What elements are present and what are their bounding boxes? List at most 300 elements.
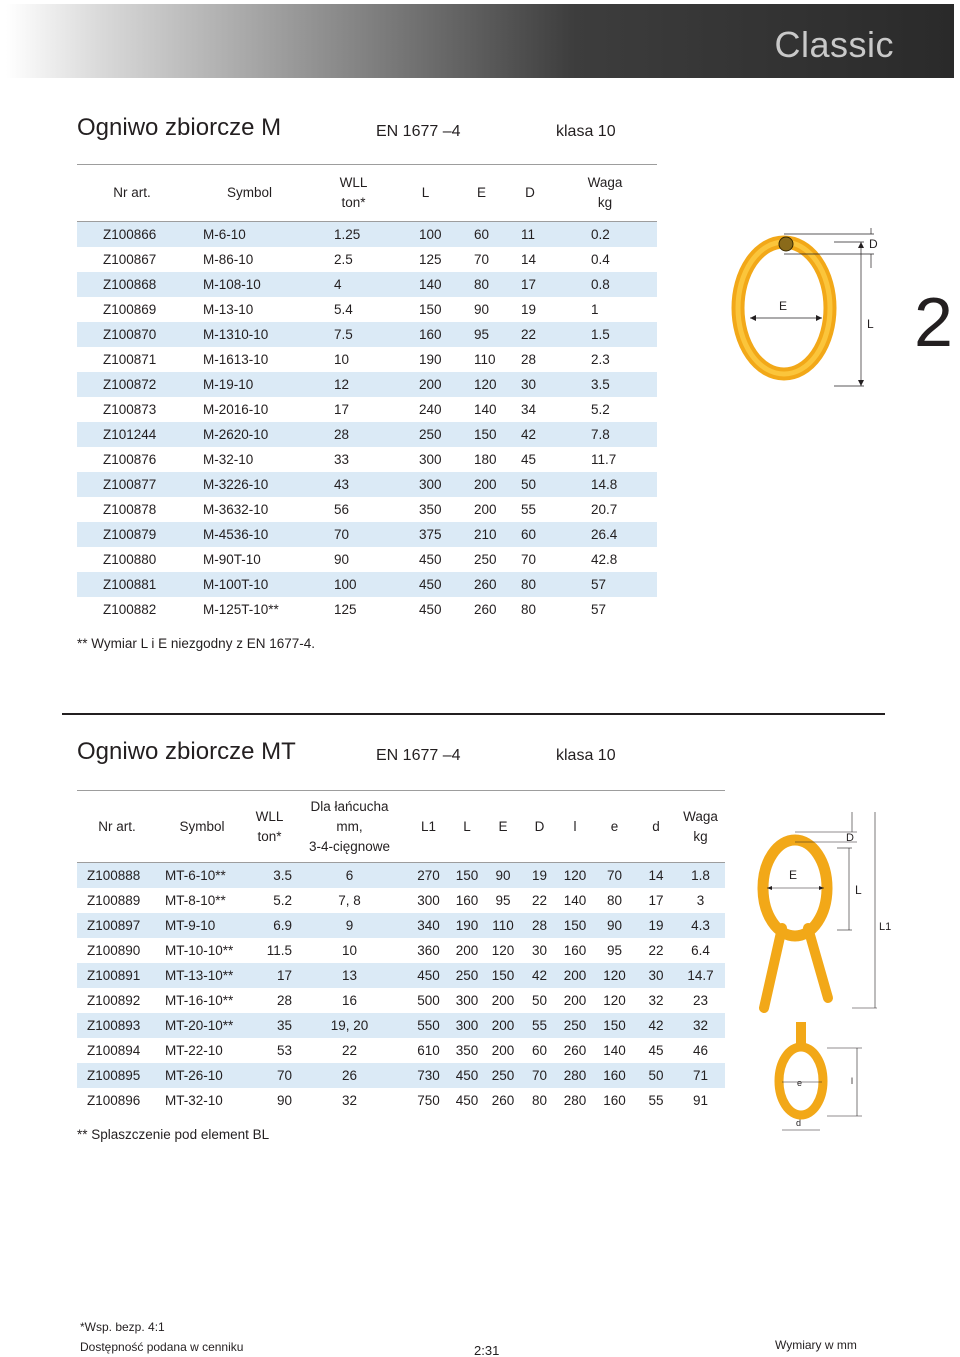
table-cell: MT-22-10 [165,1042,223,1058]
table-cell: M-1310-10 [187,322,312,347]
table-cell: 300 [395,472,456,497]
table-cell: 28 [522,913,557,938]
table-cell: 200 [563,992,587,1008]
table-cell: 240 [419,401,442,417]
table-cell: 1.8 [676,863,725,888]
column-header: L1 [407,791,450,863]
table-cell: 19 [522,863,557,888]
table-cell: 70 [522,1063,557,1088]
table-cell: 22 [341,1042,358,1058]
table-cell: 200 [484,1013,522,1038]
table-cell: 17 [334,401,350,417]
table-cell: 3.5 [553,372,657,397]
table-cell: 20.7 [591,501,618,517]
table-cell: 23 [692,992,709,1008]
table-cell: 200 [395,372,456,397]
table-cell: 150 [484,963,522,988]
table-cell: 260 [491,1092,515,1108]
column-header: L [395,165,456,222]
table-cell: 450 [395,572,456,597]
table-cell: 19, 20 [292,1013,407,1038]
table-cell: 90 [334,551,350,567]
table-cell: 730 [407,1063,450,1088]
table-cell: 200 [456,472,507,497]
diagram-label-l-small: l [851,1076,853,1086]
column-header: l [557,791,593,863]
table-cell: 190 [450,913,484,938]
table-row [77,572,657,597]
column-header: Waga kg [676,791,725,863]
table-cell: 160 [593,1063,636,1088]
table-cell: 53 [276,1042,292,1058]
column-header: Symbol [187,165,312,222]
table-cell: 550 [407,1013,450,1038]
table-cell: Z100868 [77,272,187,297]
table-cell: 200 [491,992,515,1008]
table-cell: 150 [456,422,507,447]
table-cell: 17 [648,892,664,908]
table-row [77,472,657,497]
table-cell: 91 [692,1092,709,1108]
table-cell: 150 [450,863,484,888]
table-cell: 120 [491,942,515,958]
table-cell: 7.5 [312,322,395,347]
table-cell: 250 [484,1063,522,1088]
table-cell: 90 [276,1092,292,1108]
table-cell: 11.7 [591,451,617,467]
table-row [77,372,657,397]
table-cell: 140 [563,892,587,908]
table-cell: 19 [636,913,676,938]
table-cell: 5.2 [273,892,292,908]
table-cell: 260 [563,1042,587,1058]
table-cell: 140 [395,272,456,297]
table-cell: 56 [334,501,350,517]
table-cell: 350 [455,1042,479,1058]
table-cell: 17 [507,272,553,297]
table-cell: 250 [557,1013,593,1038]
table-row [77,1088,725,1113]
table-cell: 50 [531,992,548,1008]
table-cell: 26 [292,1063,407,1088]
table-cell: Z100866 [77,222,187,247]
table-cell: 6.9 [247,913,292,938]
table-cell: 60 [456,222,507,247]
table-cell: Z100879 [77,522,187,547]
table-cell: 0.2 [553,222,657,247]
column-header: Waga kg [553,165,657,222]
diagram-label-e-small: e [797,1078,803,1088]
master-link-assembly-diagram [752,808,892,1138]
table-row [77,913,725,938]
table-cell: Z100882 [103,601,157,617]
section2-standard: EN 1677 –4 [376,747,461,764]
table-cell: 6 [292,863,407,888]
table-cell: MT-6-10** [157,863,247,888]
table-cell: 2.3 [591,351,610,367]
table-cell: 5.2 [591,401,610,417]
column-header: E [484,791,522,863]
table-row [77,297,657,322]
table-cell: 95 [456,322,507,347]
table-cell: 1 [591,301,599,317]
diagram-label-d-big: D [846,832,854,844]
table-cell: Z100894 [87,1042,141,1058]
table-cell: 28 [276,992,292,1008]
diagram-label-d-small: d [796,1118,802,1128]
table-row [77,938,725,963]
table-cell: 200 [491,1042,515,1058]
table-row [77,447,657,472]
table-cell: 55 [648,1092,664,1108]
table-cell: MT-16-10** [165,992,234,1008]
table-cell: 22 [507,322,553,347]
table-cell: 270 [407,863,450,888]
table-cell: 32 [341,1092,358,1108]
section1-standard: EN 1677 –4 [376,123,461,140]
table-cell: 260 [474,601,497,617]
table-cell: 35 [247,1013,292,1038]
table-cell: 4.3 [676,913,725,938]
table-cell: 300 [419,451,442,467]
table-cell: Z100880 [103,551,157,567]
table-cell: 200 [474,501,497,517]
table-row [77,1013,725,1038]
table-cell: 280 [563,1092,587,1108]
table-cell: 3.5 [247,863,292,888]
table-cell: 50 [507,472,553,497]
table-row [77,347,657,372]
table-cell: M-4536-10 [187,522,312,547]
section2-grade: klasa 10 [556,747,616,764]
table-cell: MT-10-10** [165,942,234,958]
footer-page-number: 2:31 [474,1343,500,1357]
table-cell: 160 [395,322,456,347]
table-cell: 190 [419,351,442,367]
table-cell: 0.8 [553,272,657,297]
table-cell: M-3632-10 [203,501,269,517]
column-header: Nr art. [77,165,187,222]
table-cell: 110 [474,351,496,367]
section2-title: Ogniwo zbiorcze MT [77,738,296,765]
table-cell: 28 [312,422,395,447]
table-row [77,863,725,888]
table-cell: 95 [495,892,511,908]
table-cell: 70 [593,863,636,888]
table-cell: 19 [521,301,537,317]
table-cell: 80 [531,1092,548,1108]
table-cell: 34 [521,401,537,417]
table-cell: 70 [474,251,490,267]
table-cell: 300 [455,992,479,1008]
table-cell: Z100870 [77,322,187,347]
table-cell: M-108-10 [187,272,312,297]
table-cell: 610 [417,1042,440,1058]
table-row [77,422,657,447]
table-cell: 120 [603,992,626,1008]
table-cell: 160 [455,892,479,908]
table-cell: 150 [419,301,442,317]
table-cell: 60 [507,522,553,547]
column-header: e [593,791,636,863]
table-cell: 300 [417,892,440,908]
diagram-label-d: D [869,237,878,251]
table-cell: 360 [417,942,440,958]
table-cell: MT-20-10** [157,1013,247,1038]
table-cell: M-3226-10 [187,472,312,497]
table-cell: MT-26-10 [157,1063,247,1088]
table-cell: Z100872 [77,372,187,397]
table-cell: 70 [247,1063,292,1088]
table-cell: 450 [455,1092,479,1108]
header-banner [6,4,954,78]
table-cell: 350 [419,501,442,517]
table-cell: Z100889 [87,892,141,908]
table-cell: 55 [522,1013,557,1038]
table-cell: 30 [531,942,548,958]
table-cell: 13 [292,963,407,988]
table-cell: 10 [334,351,350,367]
table-row [77,272,657,297]
table-cell: 250 [395,422,456,447]
table-cell: Z100888 [77,863,157,888]
table-cell: 140 [603,1042,626,1058]
table-cell: 80 [456,272,507,297]
column-header: Dla łańcucha mm, 3-4-cięgnowe [292,791,407,863]
table-cell: 16 [341,992,358,1008]
table-cell: Z100881 [77,572,187,597]
table-cell: 80 [521,601,537,617]
table-cell: 42 [522,963,557,988]
table-cell: 100 [312,572,395,597]
table-cell: 43 [312,472,395,497]
table-cell: 32 [648,992,664,1008]
table-cell: 14 [636,863,676,888]
table-cell: 30 [507,372,553,397]
table-cell: 17 [247,963,292,988]
footer-units: Wymiary w mm [775,1338,857,1352]
table-row [77,397,657,422]
table-cell: 45 [648,1042,664,1058]
table-cell: 200 [557,963,593,988]
table-cell: 150 [593,1013,636,1038]
table-cell: 42 [507,422,553,447]
section1-note: ** Wymiar L i E niezgodny z EN 1677-4. [77,636,315,651]
table-cell: 7, 8 [338,892,361,908]
table-cell: 28 [521,351,537,367]
table-cell: MT-13-10** [157,963,247,988]
table-cell: 11 [507,222,553,247]
section2-note: ** Splaszczenie pod element BL [77,1127,270,1142]
table-row [77,988,725,1013]
footer-availability: Dostępność podana w cenniku [80,1340,244,1354]
table-row [77,322,657,347]
table-cell: 30 [636,963,676,988]
table-cell: Z100896 [87,1092,141,1108]
section2-table [77,790,725,1113]
column-header: L [450,791,484,863]
table-cell: 180 [474,451,497,467]
table-cell: M-32-10 [203,451,254,467]
table-cell: 2.5 [334,251,353,267]
column-header: WLL ton* [312,165,395,222]
table-cell: 450 [419,551,442,567]
section1-title: Ogniwo zbiorcze M [77,114,282,141]
column-header: d [636,791,676,863]
table-cell: 42.8 [591,551,618,567]
table-cell: 750 [417,1092,440,1108]
table-cell: 14.7 [676,963,725,988]
table-cell: M-6-10 [187,222,312,247]
column-header: Symbol [157,791,247,863]
table-cell: 280 [557,1063,593,1088]
section1-table [77,164,657,622]
table-cell: 70 [312,522,395,547]
table-cell: 6.4 [691,942,710,958]
column-header: Nr art. [77,791,157,863]
table-cell: 90 [593,913,636,938]
table-cell: 26.4 [553,522,657,547]
table-cell: 90 [484,863,522,888]
table-cell: Z100893 [77,1013,157,1038]
table-cell: 14.8 [553,472,657,497]
table-cell: 120 [593,963,636,988]
table-cell: 1.5 [553,322,657,347]
table-row [77,547,657,572]
table-cell: 57 [591,601,607,617]
table-cell: 450 [450,1063,484,1088]
section-divider [62,713,885,715]
table-cell: M-86-10 [203,251,254,267]
table-cell: 1.25 [312,222,395,247]
table-cell: 7.8 [553,422,657,447]
table-cell: 5.4 [334,301,353,317]
table-cell: Z100895 [77,1063,157,1088]
table-cell: 120 [557,863,593,888]
table-cell: 160 [563,942,587,958]
table-cell: 450 [419,601,442,617]
table-cell: 210 [456,522,507,547]
table-cell: 10 [341,942,358,958]
table-cell: 140 [474,401,497,417]
table-row [77,963,725,988]
table-cell: 125 [419,251,442,267]
header-title: Classic [774,24,894,65]
table-cell: M-90T-10 [203,551,261,567]
table-cell: 33 [334,451,350,467]
chapter-number: 2 [914,283,953,361]
table-cell: Z100892 [87,992,141,1008]
table-cell: Z100876 [103,451,157,467]
table-cell: 3 [696,892,705,908]
table-row [77,888,725,913]
table-row [77,222,657,247]
table-cell: M-19-10 [187,372,312,397]
table-cell: M-1613-10 [203,351,269,367]
table-cell: M-100T-10 [187,572,312,597]
table-cell: 60 [531,1042,548,1058]
table-cell: Z100869 [103,301,157,317]
table-cell: 340 [407,913,450,938]
table-cell: 90 [474,301,490,317]
table-cell: 80 [606,892,623,908]
table-cell: 50 [636,1063,676,1088]
table-cell: 71 [676,1063,725,1088]
table-cell: 150 [557,913,593,938]
table-cell: 32 [676,1013,725,1038]
table-cell: M-13-10 [203,301,254,317]
column-header: WLL ton* [247,791,292,863]
table-cell: 4 [312,272,395,297]
section1-grade: klasa 10 [556,123,616,140]
table-cell: MT-9-10 [157,913,247,938]
footer-safety: *Wsp. bezp. 4:1 [80,1320,165,1334]
table-row [77,597,657,622]
column-header: E [456,165,507,222]
table-cell: M-2620-10 [187,422,312,447]
table-row [77,497,657,522]
table-row [77,522,657,547]
column-header: D [522,791,557,863]
diagram-label-e-big: E [789,868,798,882]
table-cell: Z100878 [103,501,157,517]
table-cell: 450 [407,963,450,988]
diagram-label-e: E [779,299,788,313]
table-cell: MT-8-10** [165,892,226,908]
table-cell: 22 [531,892,548,908]
master-link-diagram [724,228,894,418]
table-cell: Z100897 [77,913,157,938]
table-cell: Z101244 [77,422,187,447]
table-cell: 300 [450,1013,484,1038]
table-cell: 70 [521,551,537,567]
table-cell: 250 [450,963,484,988]
table-cell: Z100871 [103,351,157,367]
table-cell: 45 [521,451,537,467]
table-cell: 55 [521,501,537,517]
table-cell: Z100890 [87,942,141,958]
table-cell: 0.4 [591,251,610,267]
table-cell: Z100867 [103,251,157,267]
table-cell: 11.5 [266,942,292,958]
table-cell: 95 [606,942,623,958]
table-row [77,1038,725,1063]
table-cell: 9 [292,913,407,938]
table-cell: 260 [456,572,507,597]
table-cell: 200 [455,942,479,958]
table-cell: 125 [334,601,357,617]
table-cell: Z100873 [103,401,157,417]
table-cell: 22 [648,942,664,958]
table-cell: 14 [521,251,537,267]
table-cell: 375 [395,522,456,547]
table-cell: 80 [507,572,553,597]
table-cell: M-125T-10** [203,601,279,617]
table-row [77,1063,725,1088]
diagram-label-l-big: L [855,883,862,897]
table-cell: Z100877 [77,472,187,497]
table-cell: 110 [484,913,522,938]
table-cell: 100 [395,222,456,247]
table-cell: 120 [456,372,507,397]
table-row [77,247,657,272]
table-cell: 46 [692,1042,709,1058]
table-cell: 500 [417,992,440,1008]
table-cell: Z100891 [77,963,157,988]
table-cell: 42 [636,1013,676,1038]
column-header: D [507,165,553,222]
table-cell: 57 [553,572,657,597]
